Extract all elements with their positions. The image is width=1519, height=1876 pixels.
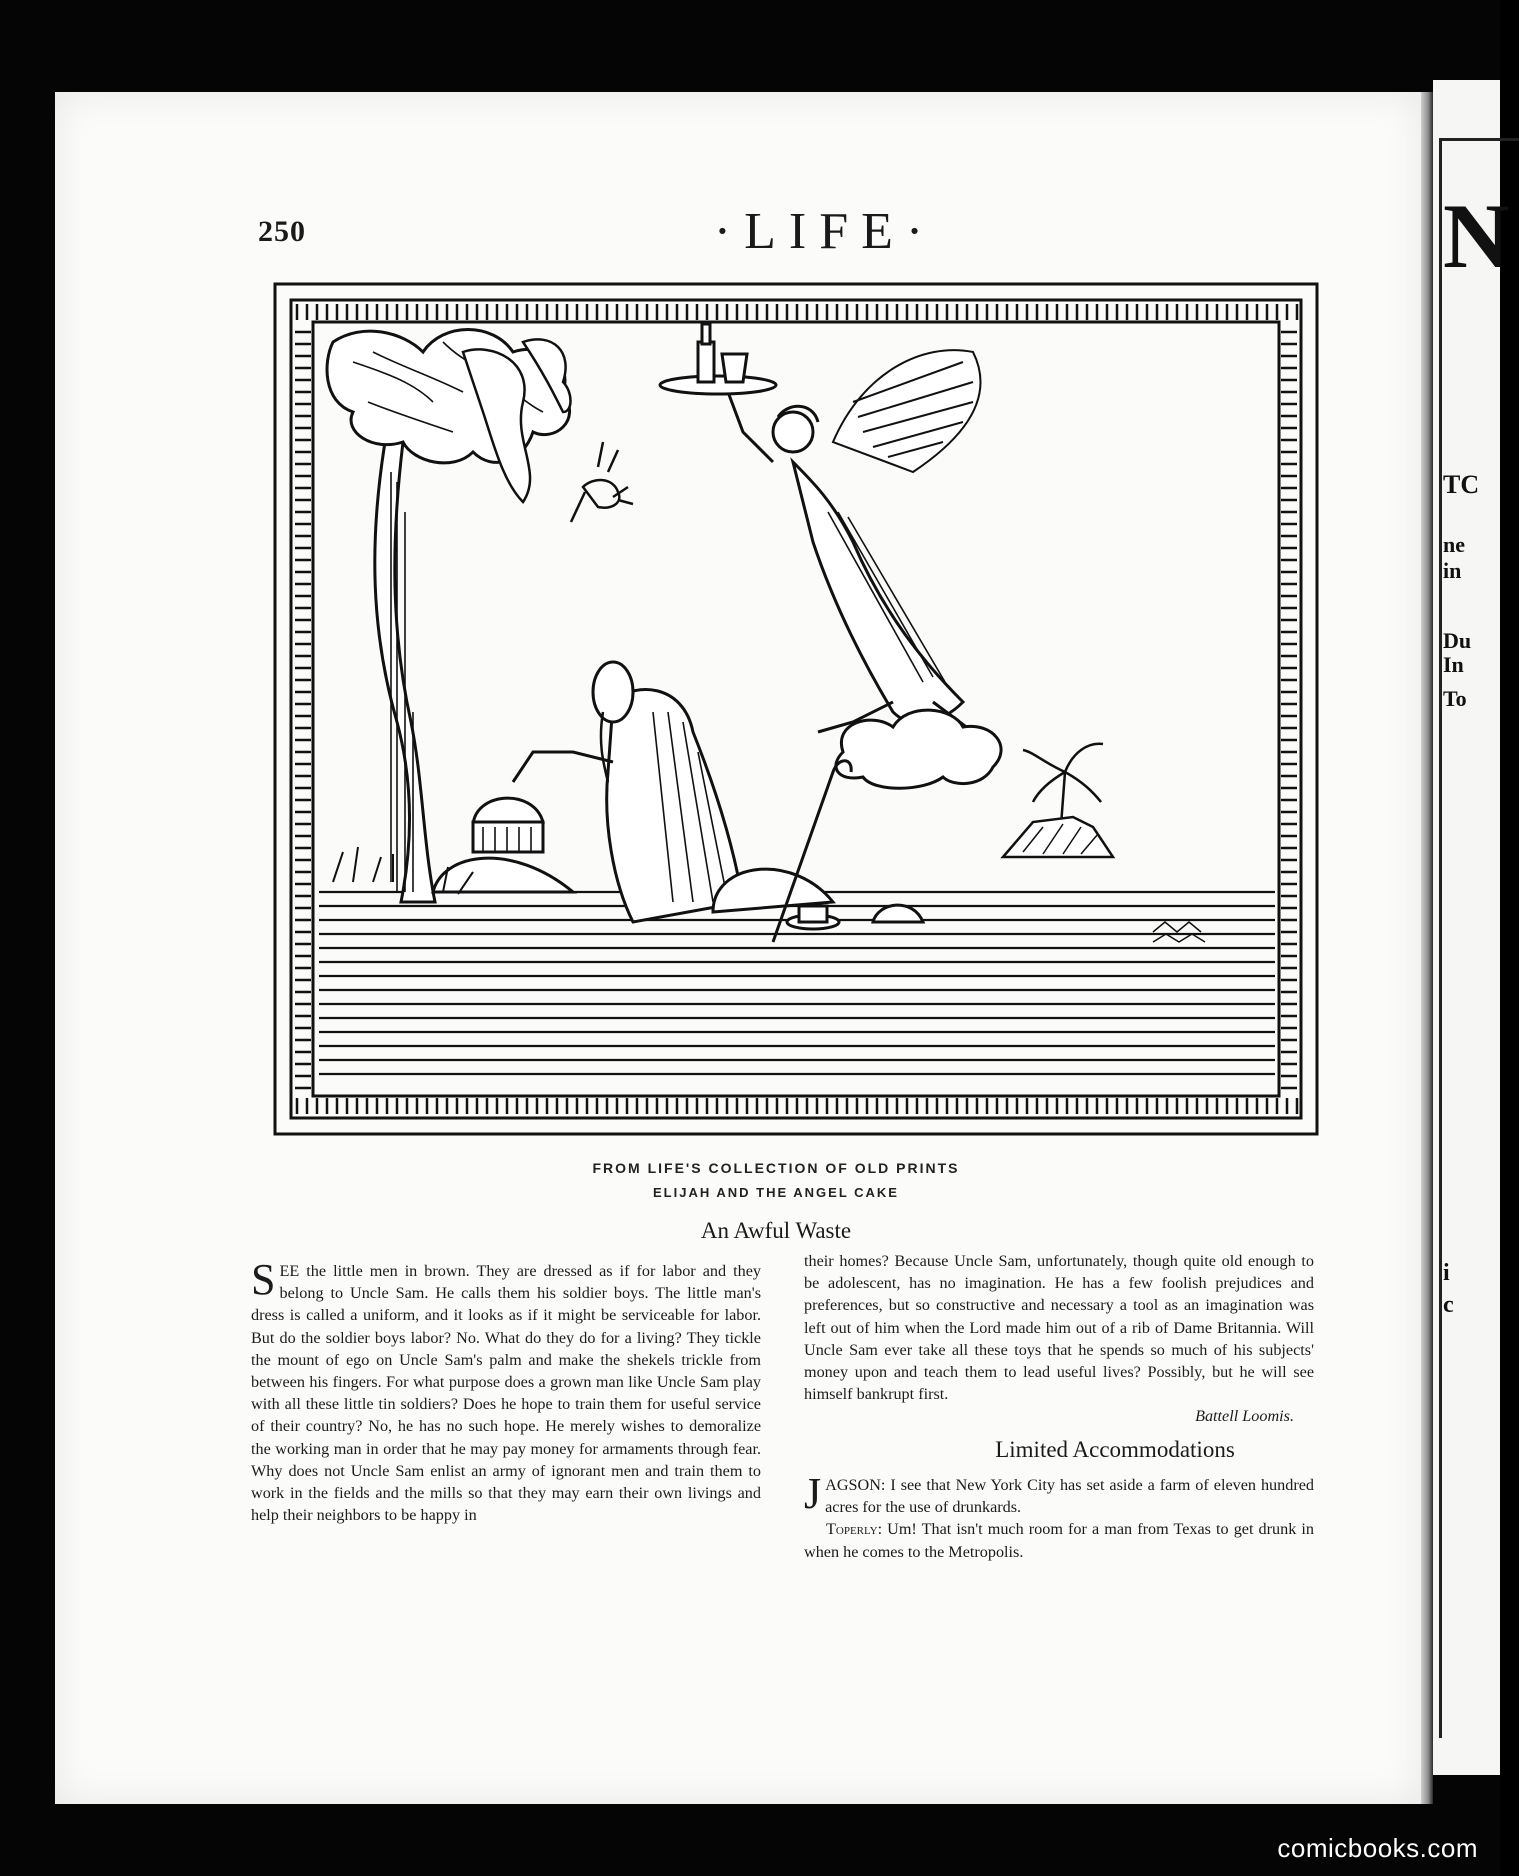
illustration-elijah-and-angel (273, 282, 1319, 1136)
illustration-caption-source: FROM LIFE'S COLLECTION OF OLD PRINTS (592, 1160, 960, 1176)
next-page-frame (1439, 138, 1519, 1738)
speaker-name: AGSON (825, 1476, 881, 1494)
magazine-page (55, 92, 1421, 1804)
bird-figure (571, 442, 633, 522)
next-page-text: TC (1443, 470, 1480, 499)
angel-wings (833, 350, 981, 472)
article-title-limited-accommodations: Limited Accommodations (995, 1437, 1235, 1462)
next-page-text: c (1443, 1292, 1454, 1318)
drop-cap: J (804, 1469, 822, 1518)
illustration-caption-title: ELIJAH AND THE ANGEL CAKE (653, 1185, 899, 1200)
next-page-text: in (1443, 558, 1462, 583)
article-column-right (804, 1250, 1314, 1428)
article-body-left: EE the little men in brown. They are dressed as if for labor and they belong to Uncle Sam. He calls them his soldier boys. The little man's dress is called a uniform, and it looks as if it might be serviceable for labor. But do the soldier boys labor? No. What do they do for a living? They tickle the mount of ego on Uncle Sam's palm and make the shekels trickle from between his fingers. For what purpose does a grown man like Uncle Sam play with all these little tin soldiers? Does he hope to train them for useful service of their country? No, he has no such hope. He merely wishes to demoralize the working man in order that he may pay money for armaments through fear. Why does not Uncle Sam enlist an army of ignorant men and train them to work in the fields and the mills so that they may earn their own livings and help their neighbors to be happy in (251, 1262, 761, 1525)
next-page-initial: N (1443, 185, 1510, 287)
article-body-right: their homes? Because Uncle Sam, unfortunately, though quite old enough to be adolescent, has no imagination. He has a few foolish prejudices and preferences, but so constructive and necessary a tool as an imagination was left out of him when the Lord made him out of a rib of Dame Britannia. Will Uncle Sam ever take all these toys that he spends so much of his subjects' money upon and teach them to lead useful lives? Possibly, but he will see himself bankrupt first. (804, 1252, 1314, 1404)
dialogue-line: : Um! That isn't much room for a man from Texas to get drunk in when he comes to the Metropolis. (804, 1520, 1314, 1561)
next-page-text: ne (1443, 532, 1465, 557)
artist-signature (1153, 922, 1205, 942)
dialogue-block (804, 1469, 1314, 1563)
next-page-edge (1433, 80, 1510, 1775)
drop-cap: S (251, 1255, 276, 1304)
next-page-text: In (1443, 652, 1464, 677)
article-column-left (251, 1255, 761, 1526)
speaker-name: Toperly (826, 1520, 878, 1539)
page-number: 250 (258, 215, 306, 248)
article-title-awful-waste: An Awful Waste (700, 1218, 852, 1243)
site-watermark: comicbooks.com (1277, 1833, 1478, 1863)
masthead-title: ·LIFE· (713, 203, 937, 260)
page-spine-shadow (1421, 92, 1433, 1804)
next-page-text: To (1443, 686, 1467, 711)
article-signature: Battell Loomis. (1195, 1407, 1294, 1426)
next-page-text: i (1443, 1260, 1450, 1286)
next-page-text: Du (1443, 628, 1472, 653)
dialogue-line: : I see that New York City has set aside a farm of eleven hundred acres for the use of drunkards. (825, 1476, 1314, 1517)
